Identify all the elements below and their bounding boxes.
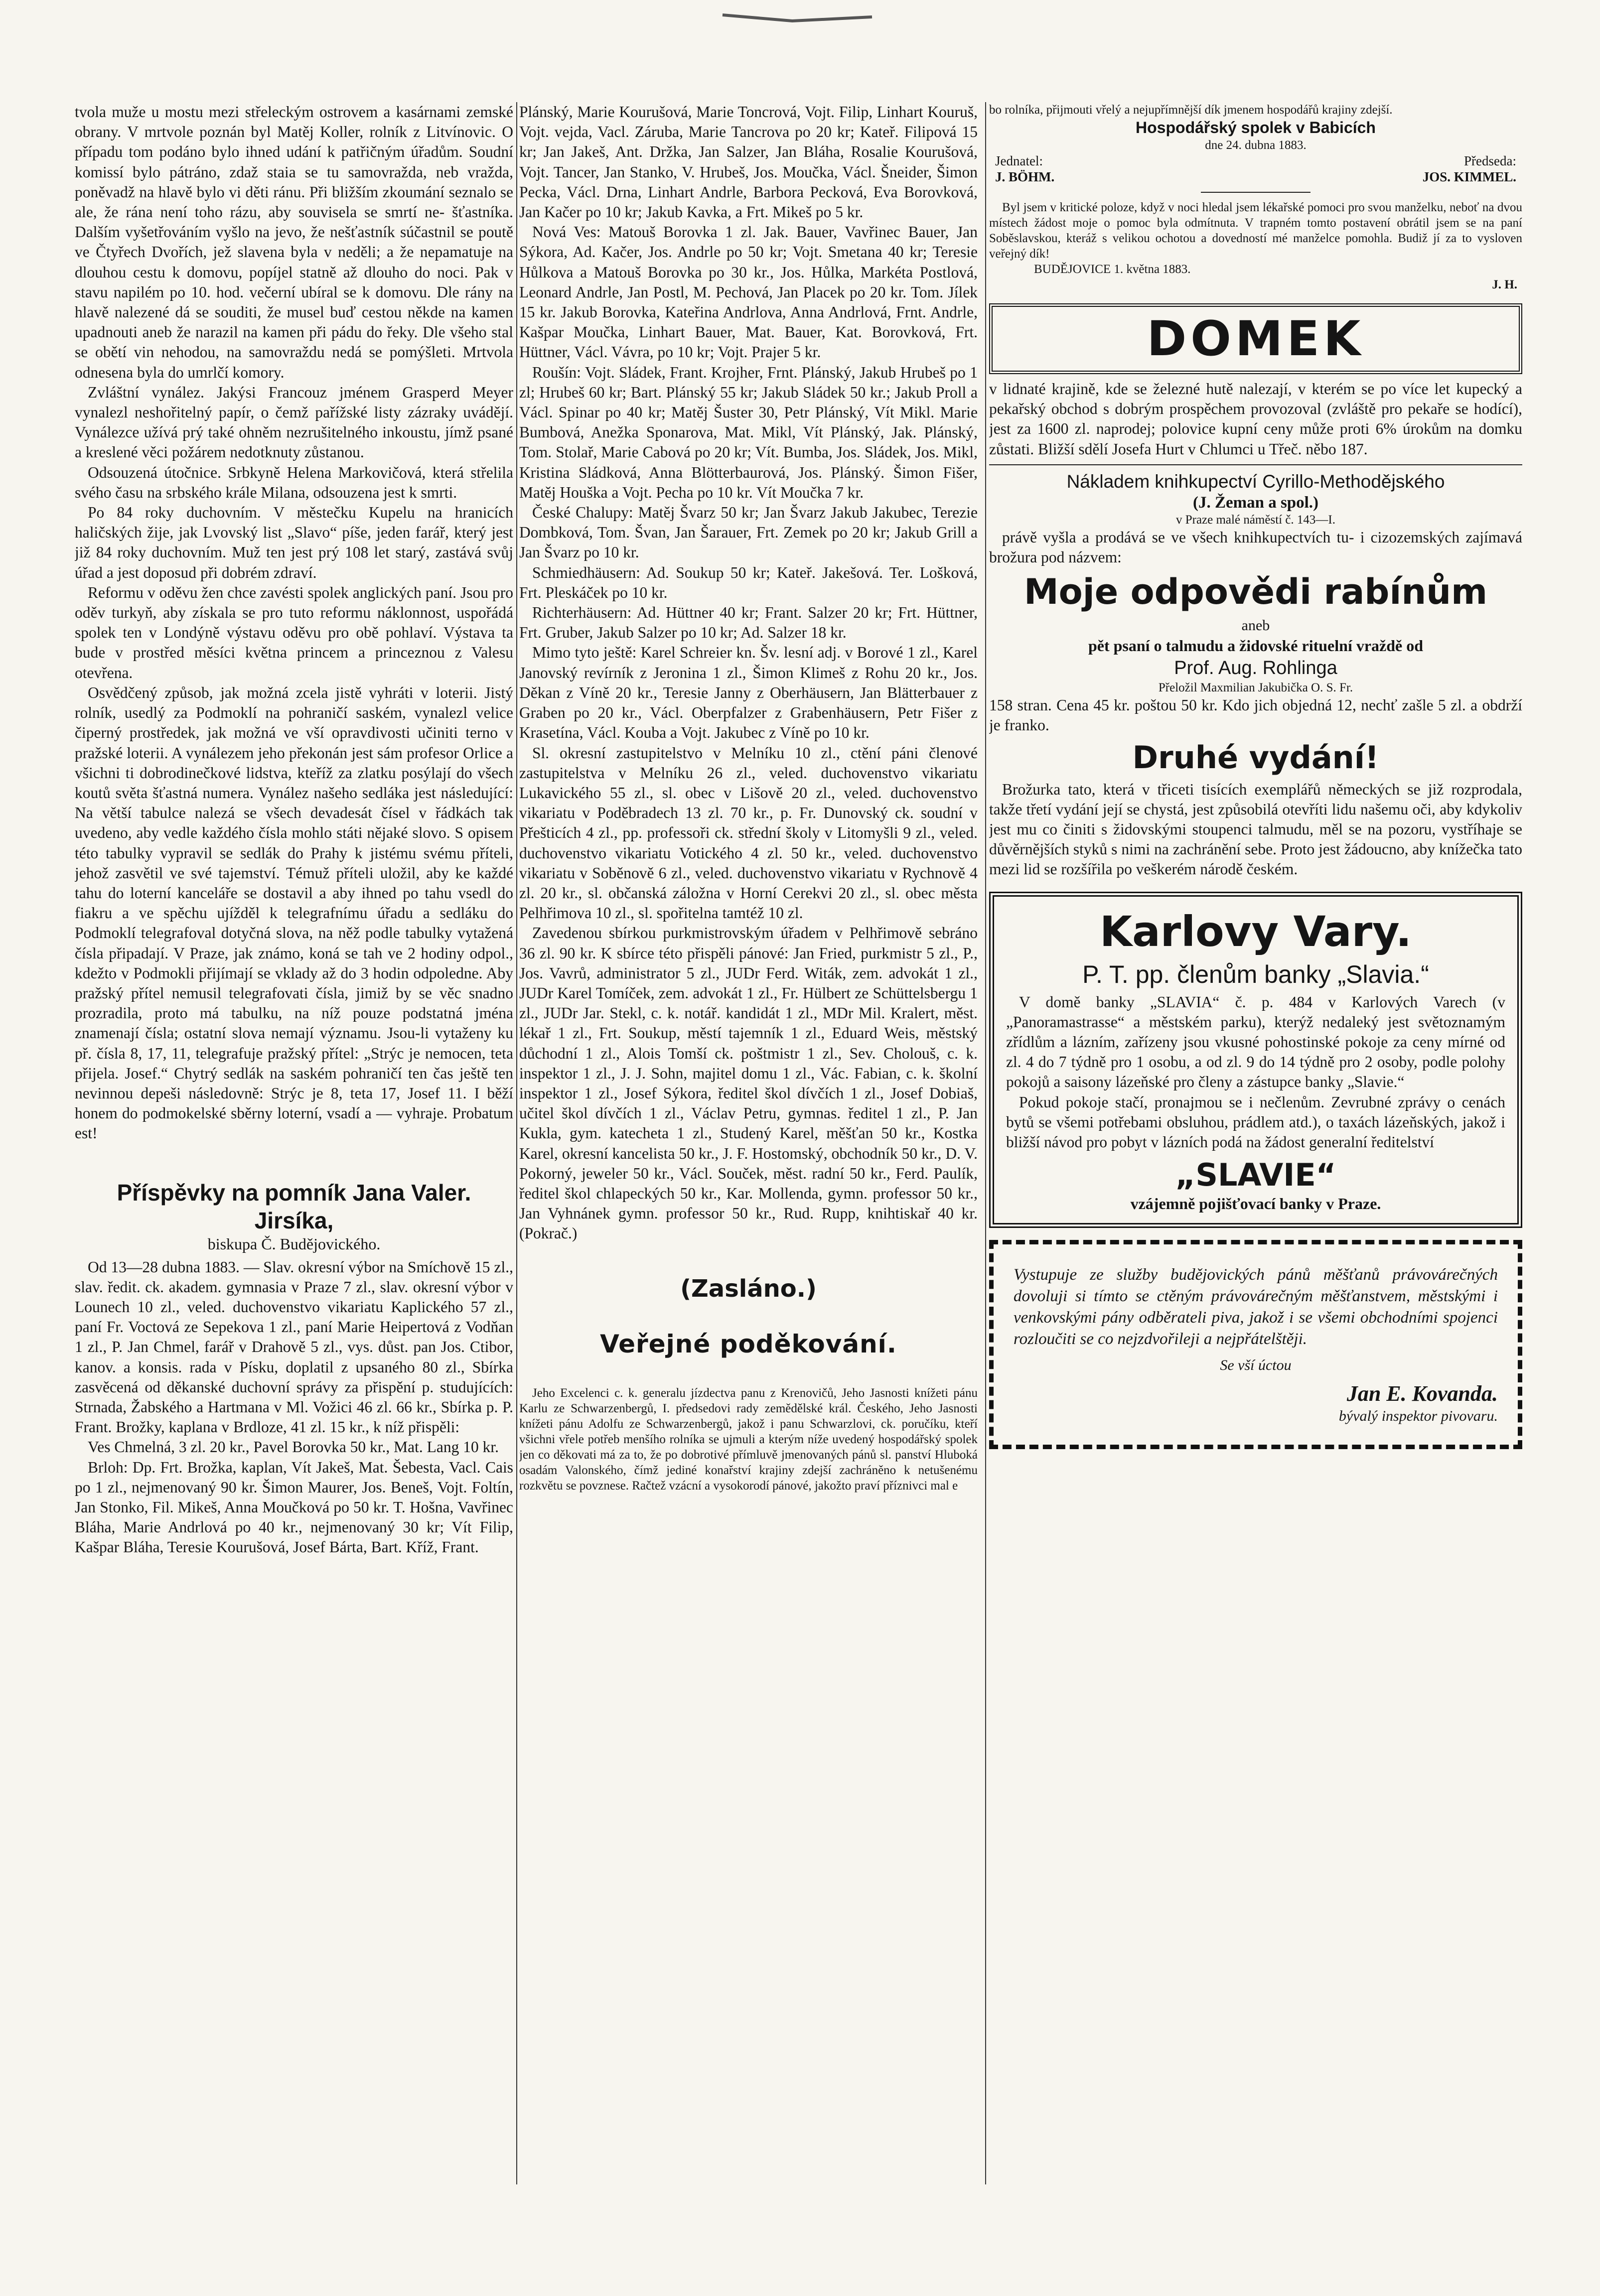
karlovy-vary-text: V domě banky „SLAVIA“ č. p. 484 v Karlových Varech (v „Panoramastrasse“ a městském parku), kterýž nedaleký jest světoznamým zřídlům a lázním, zařízeny jsou vkusné pohostinské pokoje za ceny mírné od zl. 4 do 7 týdně pro 1 osobu, a od zl. 9 do 14 týdně pro 2 osoby, podle polohy pokojů a saisony lázeňské pro členy a zástupce banky „Slavie.“ [1006,993,1505,1091]
article-lottery: Osvědčený způsob, jak možná zcela jistě vyhráti v loterii. Jistý rolník, usedlý za Podmoklí na pohraničí saském, vynalezl velice čiperný prostředek, jak možná ve vší opravdivosti učiniti terno v pražské loterii. A vynálezem jeho překonán jest sám profesor Orlice a všichni ti dobrodinečkové lidstva, kteříž za zlatku posýlají do všech koutů světa šťastná numera. Vynález našeho sedláka jest následující: Na větší tabulce nalezá se všech devadesát čísel v řádkách tak uvedeno, aby vedle každého čísla mohlo státi nějaké slovo. S opisem této tabulky vypravil se sedlák do Prahy k jistému svému příteli, jehož zasvětil ve své tajemství. Témuž příteli uložil, aby ke každé tahu do loterní kanceláře se dostavil a aby ihned po tahu vsedl do fiakru a ve spěchu ujížděl k telegrafnímu úřadu a sedláku do Podmoklí telegrafoval dotyčná slova, na něž podle tabulky vytažená čísla připadají. V Praze, jak známo, koná se tah ve 2 hodiny odpol., kdežto v Podmokli přijímají se vklady až do 3 hodin odpoledne. Aby pražský přítel nemusil telegrafovati čísla, jimiž by se věc snadno prozradila, proto má tabulku, na níž pouze podstatná jména znamenají čísla; ostatní slova nemají významu. Jsou-li vytaženy ku př. čísla 8, 17, 11, telegrafuje pražský přítel: „Strýc je nemocen, teta přijela. Josef.“ Chytrý sedlák na saském pohraničí ten čas ještě ten nevinnou depeši následovně: Strýc je 8, teta 17, Josef 11. I běží honem do podmokelské sběrny loterní, vsadí a — vyhraje. Probatum est! [75,683,513,1142]
naklad-subtitle: (J. Žeman a spol.) [1192,493,1319,512]
kovanda-name: Jan E. Kovanda. [1346,1381,1498,1406]
jirsik-contributions: Od 13—28 dubna 1883. — Slav. okresní výbor na Smíchově 15 zl., slav. ředit. ck. akadem. gymnasia v Praze 7 zl., slav. okresní výbor v Lounech 10 zl., veled. duchovenstvo vikariatu Kaplického 57 zl., paní Fr. Voctová ze Sepekova 1 zl., paní Marie Heipertová z Vodňan 1 zl., P. Jan Chmel, farář v Drahově 5 zl., vys. důst. pan Jos. Ctibor, kanov. a konsis. rada v Písku, doplatil z upsaného 80 zl., Sbírka zasvěcená od děkanské duchovní správy za přispění p. studujících: Strnada, Žabského a Hartmana v Ml. Vožici 46 zl. 66 kr., Sbírka p. P. Frant. Brožky, kaplana v Brdloze, 41 zl. 15 kr., k níž přispěli: [75,1258,513,1436]
domek-title: DOMEK [1147,311,1365,367]
jirsik-brloh: Brloh: Dp. Frt. Brožka, kaplan, Vít Jakeš, Mat. Šebesta, Vacl. Cais po 1 zl., nejmenovaný 90 kr. Šimon Maurer, Jos. Beneš, Vojt. Foltín, Jan Stonko, Fil. Mikeš, Anna Moučková po 50 kr. T. Hošna, Vavřinec Bláha, Marie Andrlová po 40 kr., nejmenovaný 30 kr; Vít Filip, Kašpar Bláha, Teresie Kourušová, Josef Bárta, Bart. Kříž, Frant. [75,1458,513,1556]
schmiedhausern: Schmiedhäusern: Ad. Soukup 50 kr; Kateř. Jakešová. Ter. Lošková, Frt. Pleskáček po 10 kr. [519,563,978,601]
karlovy-vary-ad [989,892,1522,1228]
mimo-tyto: Mimo tyto ještě: Karel Schreier kn. Šv. lesní adj. v Borové 1 zl., Karel Janovský revírník z Jeronina 1 zl., Šimon Klimeš z Rohu 20 kr., Jos. Děkan z Víně 20 kr., Teresie Janny z Oberhäusern, Jan Blätterbauer z Graben po 20 kr., Václ. Oberpfalzer z Grabenhäusern, Petr Fišer z Krasetína, Václ. Kouba a Vojt. Jakubec z Víně po 10 kr. [519,644,978,742]
ceske-chalupy: České Chalupy: Matěj Švarz 50 kr; Jan Švarz Jakub Jakubec, Terezie Dombková, Tom. Švan, Jan Šarauer, Frt. Zemek po 20 kr; Jakub Grill a Jan Švarz po 10 kr. [519,504,978,561]
column-rule-2 [985,102,986,2184]
pelhrimov-collection: Zavedenou sbírkou purkmistrovským úřadem v Pelhřimově sebráno 36 zl. 90 kr. K sbírce této přispěli pánové: Jan Fried, purkmistr 5 zl., P., Jos. Vavrů, administrator 5 zl., JUDr Ferd. Witák, zem. advokát 1 zl., JUDr Karel Tomíček, zem. advokát 1 zl., Fr. Hülbert ze Schüttelsbergu 1 zl., JUDr Jar. Stekl, c. k. notář. kandidát 1 zl., MDr Mil. Kralert, měst. lékař 1 zl., Frt. Soukup, městí tajemník 1 zl., Eduard Weis, městský důchodní 1 zl., Alois Tomší ck. poštmistr 1 zl., Sev. Cholouš, c. k. inspektor 1 zl., J. J. Sohn, majitel domu 1 zl., Vác. Fabian, c. k. školní inspektor 1 zl., Josef Sýkora, ředitel škol dívčích 1 zl., Josef Dobiaš, učitel škol dívčích 1 zl., Václav Petru, gymnas. ředitel 1 zl., P. Jan Kukla, gym. katecheta 1 zl., Studený Karel, měšťan 50 kr., Kostka Karel, okresní kancelista 50 kr., J. F. Hostomský, obchodník 50 kr., D. V. Pokorný, jeweler 50 kr., Václ. Souček, měst. radní 50 kr., Ferd. Paulík, ředitel škol chlapeckých 50 kr., Kar. Mollenda, gymn. professor 50 kr., Jan Vyhnánek gymn. professor 50 kr., Rud. Rupp, knihtiskař 40 kr. (Pokrač.) [519,924,978,1242]
jirsik-subtitle: biskupa Č. Budějovického. [207,1234,381,1253]
melnik-contributions: Sl. okresní zastupitelstvo v Melníku 10 zl., ctění páni členové zastupitelstva v Melníku 26 zl., veled. duchovenstvo vikariatu Lukavického 55 zl., sl. obec v Lišově 20 zl., veled. duchovenstvo vikariatu v Poděbradech 13 zl. 70 kr., p. Fr. Dunovský ck. soudní v Přešticích 4 zl., pp. professoři ck. střední školy v Litomyšli 9 zl., veled. duchovenstvo vikariatu Votického 4 zl. 50 kr., veled. duchovenstvo vikariatu v Soběnově 6 zl., veled. duchovenstvo vikariatu v Rychnově 4 zl. 20 kr., sl. občanská záložna v Horní Cerekvi 20 zl., sl. obec města Pelhřimova 10 zl., sl. spořitelna tamtéž 10 zl. [519,744,978,922]
thanks-title: Veřejné poděkování. [600,1329,897,1358]
notice-signature: J. H. [1492,278,1517,291]
column-middle [519,102,978,1493]
notice-place: BUDĚJOVICE 1. května 1883. [1034,263,1191,276]
column-rule-1 [516,102,517,2184]
article-drowning: tvola muže u mostu mezi střeleckým ostrovem a kasárnami zemské obrany. V mrtvole poznán byl Matěj Koller, rolník z Litvínovic. O případu tom podáno bylo ihned udání k patřičným úřadům. Soudní komissí bylo pátráno, zdaž staia se tu samovražda, neb vražda, poněvadž na hlavě bylo vi děti ránu. Při bližším zkoumání seznalo se ale, že rána není toho rázu, aby souvisela se smrtí ne- šťastníka. Dalším vyšetřováním vyšlo na jevo, že nešťastník súčastnil se poutě ve Čtyřech Dvořích, jež slavena byla v neděli; a že nepamatuje na dlouhou cestu k domovu, popíjel statně až dlouho do noci. Pak v stavu napilém po 10. hod. večerní ubíral se k domovu. Dle rány na hlavě nalezené dá se souditi, že musel buď cestou někde na kamen upadnouti aneb že narazil na kamen při pádu do řeky. Dle všeho stal se obětí vin nehodou, na samovraždu nedá se pomýšleti. Mrtvola odnesena byla do umrlčí komory. [75,103,513,381]
brloh-continued: Plánský, Marie Kourušová, Marie Toncrová, Vojt. Filip, Linhart Kouruš, Vojt. vejda, Vacl. Záruba, Marie Tancrova po 20 kr; Kateř. Filipová 15 kr; Jan Jakeš, Ant. Držka, Jan Salzer, Jan Bláha, Rosalie Kourušová, Vojt. Tancer, Jan Stanko, V. Hrubeš, Jos. Moučka, Václ. Šneider, Šimon Pecka, Václ. Drna, Linhart Andrle, Barbora Pecková, Eva Borovková, Jan Kačer po 10 kr; Jakub Kavka, a Frt. Mikeš po 5 kr. [519,103,978,221]
zaslano-heading: (Zasláno.) [680,1274,817,1303]
kovanda-greeting: Se vší úctou [1220,1357,1292,1374]
druhe-vydani-title: Druhé vydání! [1132,739,1379,776]
book-title: Moje odpovědi rabínům [1023,571,1488,613]
naklad-title: Nákladem knihkupectví Cyrillo-Methodějského [1066,471,1445,492]
spolek-intro: bo rolníka, přijmouti vřelý a nejupřímnější dík jmenem hospodářů krajiny zdejší. [989,103,1393,117]
predseda-label: Předseda: [1464,153,1516,168]
column-left [75,102,513,1558]
thanks-text: Jeho Excelenci c. k. generalu jízdectva panu z Krenovičů, Jeho Jasnosti knížeti pánu Karlu ze Schwarzenbergů, I. předsedovi rady zemědělské král. Českého, Jeho Jasnosti knížeti pánu Adolfu ze Schwarzenbergů, jakož i panu Schwarzlovi, ck. poručíku, kteří všichni vřele potřeb menšího rolníka se ujmuli a kterým níže uvedený hospodářský spolek jen co děkovati má za to, že po dobrotivé přímluvě jmenovaných pánů sl. panství Hluboká osadám Valonského, čímž jediné konařství krajiny zdejší zachráněno k netušenému rozkvětu se povznese. Račtež vzácní a vysokorodí pánové, jakožto praví příznivci mal e [519,1386,978,1492]
druhe-vydani-text: Brožurka tato, která v třiceti tisících exemplářů německých se již rozprodala, takže třetí vydání její se chystá, jest způsobilá otevříti lidu našemu oči, aby kdykoliv jest mu co činiti s židovskými stoupenci talmudu, měl se na pozoru, vystříhaje se důvěrnějších styků s nimi na zachránění sebe. Proto jest žádoucno, aby knížečka tato mezi lid se rozšířila po veškerém národě českém. [989,780,1522,878]
karlovy-vary-text2: Pokud pokoje stačí, pronajmou se i nečlenům. Zevrubné zprávy o cenách bytů se všemi potřebami obsluhou, prádlem atd.), o taxách lázeňských, jakož i bližší návod pro pobyt v lázních podá na žádost generalní ředitelství [1006,1093,1505,1151]
naklad-text: právě vyšla a prodává se ve všech knihkupectvích tu- i cizozemských zajímavá brožura pod názvem: [989,528,1522,566]
top-edge-mark [718,0,877,30]
separator-line [989,464,1522,465]
karlovy-vary-title: Karlovy Vary. [1100,907,1412,956]
kovanda-ad [989,1240,1522,1449]
karlovy-vary-subtitle: P. T. pp. členům banky „Slavia.“ [1082,960,1429,988]
kovanda-text: Vystupuje ze služby budějovických pánů měšťanů právovárečných dovoluji si tímto se ctěným právovárečným měšťanstvem, městskými i venkovskými pány odběrateli piva, jakož i se všemi obchodními spojenci rozloučiti se co nejzdvořileji a nejpřátelštěji. [1014,1266,1498,1349]
slavie-title: „SLAVIE“ [1175,1157,1336,1194]
slavie-subtitle: vzájemně pojišťovací banky v Praze. [1130,1195,1381,1213]
book-aneb: aneb [1241,617,1270,634]
book-price: 158 stran. Cena 45 kr. poštou 50 kr. Kdo jich objedná 12, nechť zašle 5 zl. a obdrží je franko. [989,696,1522,734]
jirsik-title: Příspěvky na pomník Jana Valer. Jirsíka, [117,1179,471,1233]
column-right [989,102,1522,1449]
domek-text: v lidnaté krajině, kde se železné hutě nalezají, v kterém se po více let kupecký a pekařský obchod s dobrým prospěchem provozoval (zvláště pro pekaře se hodící), jest za 1600 zl. naprodej; polovice kupní ceny může proti 6% úrokům na domku zůstati. Bližší sdělí Josefa Hurt v Chlumci u Třeč. něbo 187. [989,380,1522,458]
jednatel-name: J. BÖHM. [995,169,1055,184]
article-dress-reform: Reformu v oděvu žen chce zavésti spolek anglických paní. Jsou pro oděv turkyň, aby získala se pro tuto reformu náklonnost, uspořádá spolek ten v Londýně výstavu oděvu pro obě pohlaví. Výstava ta bude v prostřed měsíci května princem a princeznou z Valesu otevřena. [75,583,513,681]
spolek-signature-labels [995,153,1516,169]
book-translator: Přeložil Maxmilian Jakubička O. S. Fr. [1158,681,1353,695]
article-84-years: Po 84 roky duchovním. V městečku Kupelu na hranicích haličských žije, jak Lvovský list „Slavo“ píše, jeden farář, který jest již 84 roky duchovním. Muž ten jest prý 108 let starý, zastává svůj úřad a jest doposud při dobrém zdraví. [75,504,513,581]
article-attacker: Odsouzená útočnice. Srbkyně Helena Markovičová, která střelila svého času na srbského krále Milana, odsouzena jest k smrti. [75,463,513,501]
richterhausern: Richterhäusern: Ad. Hüttner 40 kr; Frant. Salzer 20 kr; Frt. Hüttner, Frt. Gruber, Jakub Salzer po 10 kr; Ad. Salzer 18 kr. [519,604,978,642]
predseda-name: JOS. KIMMEL. [1422,169,1516,184]
spolek-title: Hospodářský spolek v Babicích [1136,119,1376,136]
book-author: Prof. Aug. Rohlinga [1174,658,1337,679]
jednatel-label: Jednatel: [995,153,1043,168]
jirsik-chmelna: Ves Chmelná, 3 zl. 20 kr., Pavel Borovka 50 kr., Mat. Lang 10 kr. [88,1438,499,1456]
separator-line [1201,192,1310,193]
naklad-address: v Praze malé náměstí č. 143—I. [1175,513,1336,527]
nova-ves: Nová Ves: Matouš Borovka 1 zl. Jak. Bauer, Vavřinec Bauer, Jan Sýkora, Ad. Kačer, Jos. Andrle po 50 kr; Vojt. Smetana 40 kr; Teresie Hůlkova a Matouš Borovka po 30 kr., Jos. Hůlka, Markéta Postlová, Leonard Andrle, Jan Postl, M. Pechová, Jan Placek po 20 kr. Tom. Jílek 15 kr. Jakub Borovka, Kateřina Andrlova, Anna Andrlová, Frnt. Andrle, Kašpar Moučka, Linhart Bauer, Mat. Bauer, Kat. Borovková, Frt. Hüttner, Václ. Vávra, po 10 kr; Vojt. Prajer 5 kr. [519,223,978,361]
kovanda-role: bývalý inspektor pivovaru. [1338,1408,1498,1425]
rousin: Roušín: Vojt. Sládek, Frant. Krojher, Frnt. Plánský, Jakub Hrubeš po 1 zl; Hrubeš 60 kr; Bart. Plánský 55 kr; Jakub Sládek 50 kr.; Jakub Proll a Václ. Spinar po 40 kr; Matěj Šuster 30, Petr Plánský, Vít Mikl. Marie Bumbová, Anežka Sponarova, Mat. Mikl, Vít Plánský, Jak. Plánský, Tom. Stolař, Marie Cabová po 20 kr; Vít. Bumba, Jos. Sládek, Jos. Mikl, Kristina Sládková, Anna Blötterbaurová, Jos. Plánský. Šimon Fišer, Matěj Houška a Vojt. Pecha po 10 kr. Vít Moučka 7 kr. [519,363,978,501]
spolek-signature-names [995,169,1516,185]
book-subtitle: pět psaní o talmudu a židovské rituelní vraždě od [1088,637,1424,655]
domek-title-box [989,303,1522,374]
article-invention: Zvláštní vynález. Jakýsi Francouz jménem Grasperd Meyer vynalezl neshořitelný papír, o čemž pařížské listy zázraky uvádějí. Vynálezce užívá prý také ohněm nezrušitelného inkoustu, jímž psané a kreslené věci požárem nedotknuty zůstanou. [75,383,513,461]
spolek-date: dne 24. dubna 1883. [1205,138,1307,152]
thanks-notice: Byl jsem v kritické poloze, když v noci hledal jsem lékařské pomoci pro svou manželku, neboť na dvou místech žádost moje o pomoc byla odmítnuta. V trapném tomto postavení obrátil jsem se na paní Soběslavskou, kteráž s velikou ochotou a dovedností mé manželce pomohla. Budiž jí za to vysloven veřejný dík! [989,201,1522,261]
